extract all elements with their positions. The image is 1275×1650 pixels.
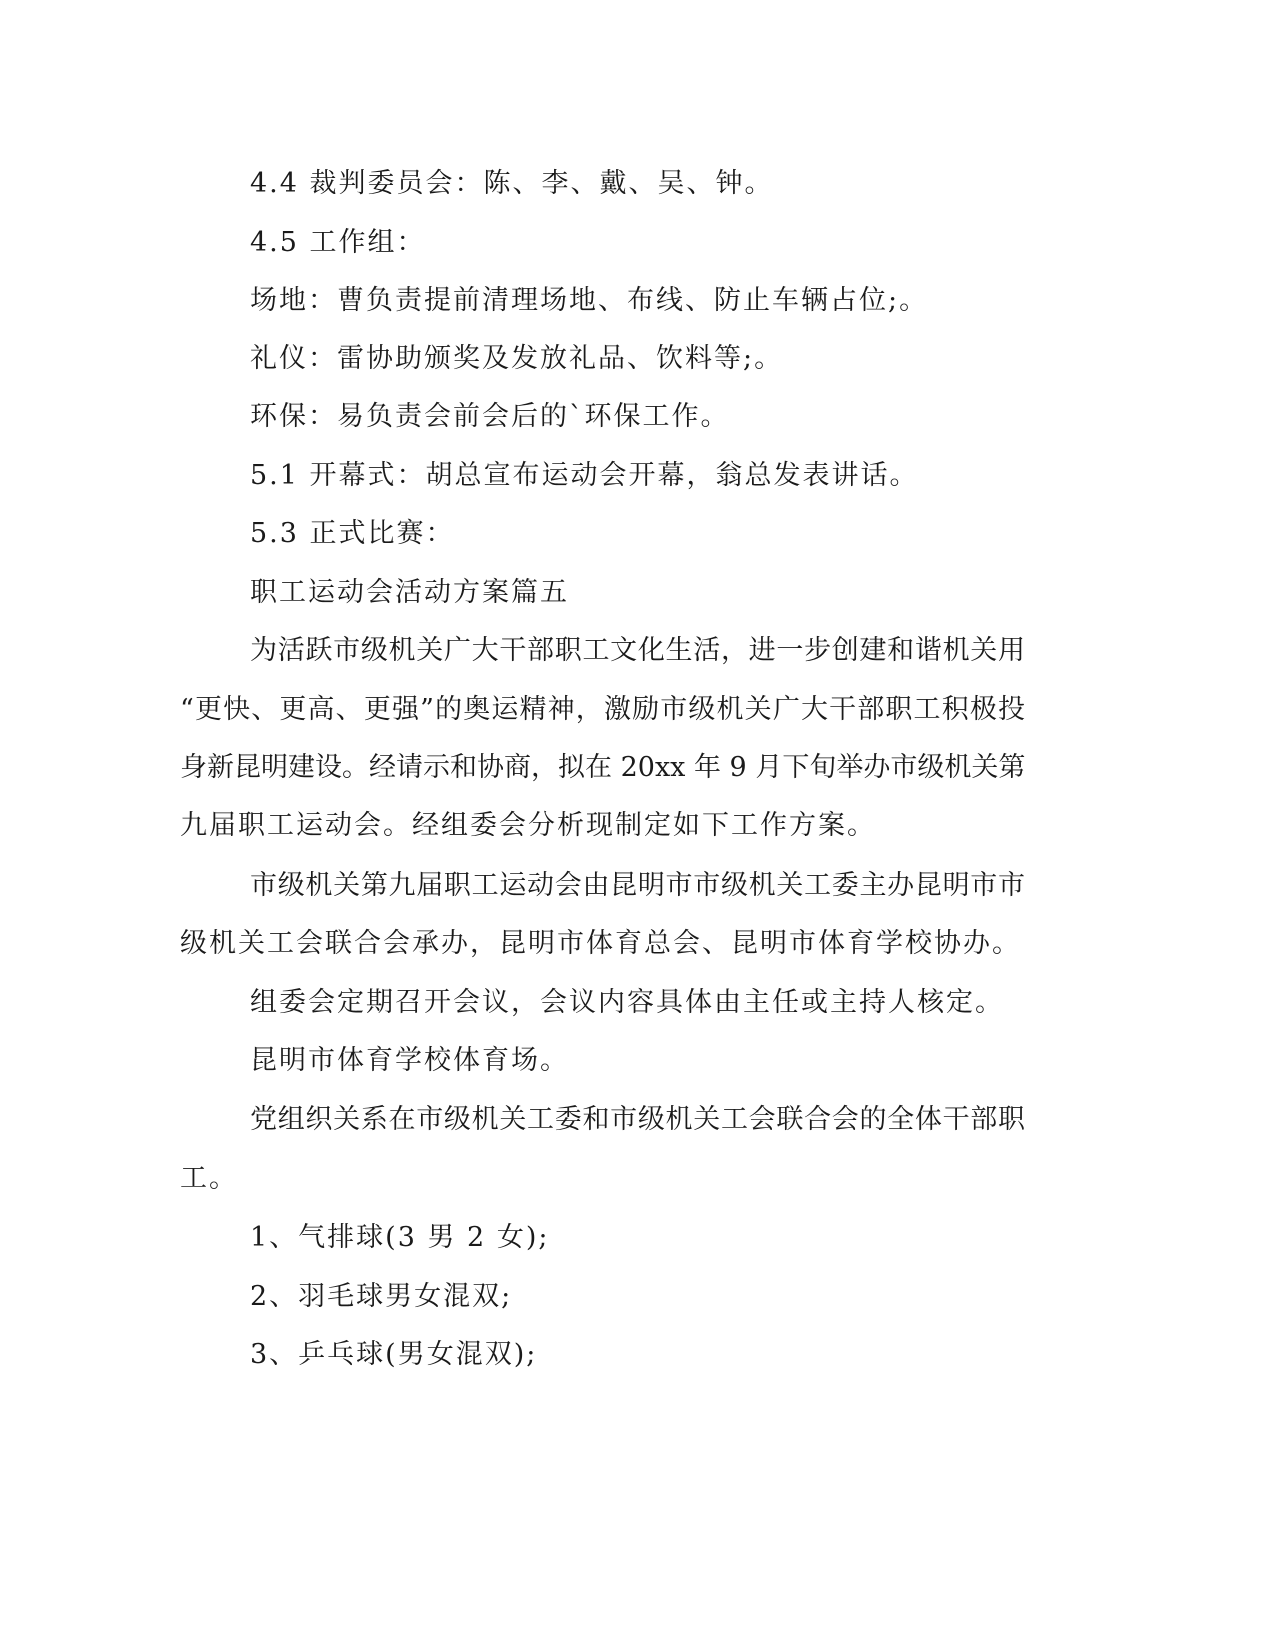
paragraph-line: “更快、更高、更强”的奥运精神，激励市级机关广大干部职工积极投 [180, 694, 1025, 725]
paragraph-line: 市级机关第九届职工运动会由昆明市市级机关工委主办昆明市市 [250, 870, 1025, 901]
text-line-etiquette: 礼仪：雷协助颁奖及发放礼品、饮料等;。 [250, 343, 784, 374]
paragraph-line: 工。 [180, 1163, 238, 1194]
paragraph-line: 级机关工会联合会承办，昆明市体育总会、昆明市体育学校协办。 [180, 928, 1021, 959]
list-item: 1、气排球(3 男 2 女); [250, 1222, 550, 1253]
paragraph-line: 党组织关系在市级机关工委和市级机关工会联合会的全体干部职 [250, 1104, 1025, 1135]
section-heading: 职工运动会活动方案篇五 [250, 577, 569, 608]
paragraph-line: 九届职工运动会。经组委会分析现制定如下工作方案。 [180, 810, 876, 841]
list-item: 2、羽毛球男女混双; [250, 1281, 513, 1312]
text-line-judging-committee: 4.4 裁判委员会：陈、李、戴、吴、钟。 [250, 168, 774, 199]
list-item: 3、乒乓球(男女混双); [250, 1339, 538, 1370]
paragraph-line: 昆明市体育学校体育场。 [250, 1045, 569, 1076]
text-line-formal-competition: 5.3 正式比赛： [250, 518, 455, 549]
text-line-venue: 场地：曹负责提前清理场地、布线、防止车辆占位;。 [250, 285, 929, 316]
text-line-opening-ceremony: 5.1 开幕式：胡总宣布运动会开幕，翁总发表讲话。 [250, 460, 919, 491]
paragraph-line: 为活跃市级机关广大干部职工文化生活，进一步创建和谐机关用 [250, 635, 1025, 666]
paragraph-line: 组委会定期召开会议，会议内容具体由主任或主持人核定。 [250, 987, 1004, 1018]
text-line-working-group: 4.5 工作组： [250, 227, 426, 258]
paragraph-line: 身新昆明建设。经请示和协商，拟在 20xx 年 9 月下旬举办市级机关第 [180, 752, 1026, 783]
text-line-environment: 环保：易负责会前会后的`环保工作。 [250, 401, 730, 432]
